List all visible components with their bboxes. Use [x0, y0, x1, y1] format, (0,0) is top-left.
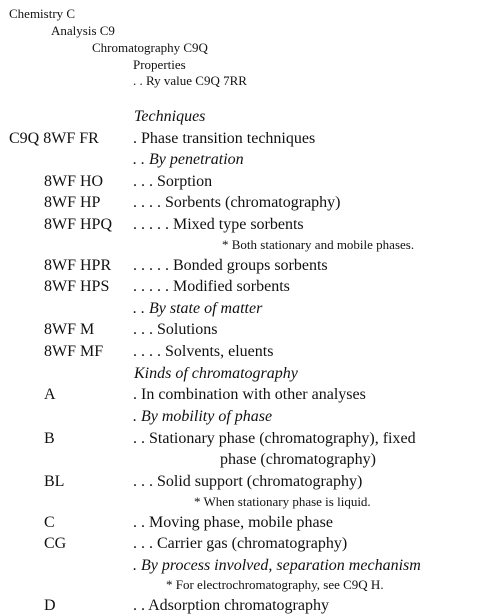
entry-text: . . . Sorption — [133, 173, 213, 190]
scope-note: * When stationary phase is liquid. — [194, 494, 371, 509]
entry-code: CG — [44, 535, 67, 552]
entry-text: . . . . . Modified sorbents — [133, 278, 290, 295]
facet-heading: . . By state of matter — [133, 300, 263, 317]
facet-heading: . By mobility of phase — [133, 408, 273, 425]
hierarchy-chromatography: Chromatography C9Q — [92, 40, 208, 55]
entry-text: . . Adsorption chromatography — [133, 597, 329, 614]
hierarchy-chemistry: Chemistry C — [9, 6, 76, 21]
entry-code: D — [44, 597, 56, 614]
entry-code: 8WF HPS — [44, 278, 110, 295]
scope-note: * For electrochromatography, see C9Q H. — [166, 577, 384, 592]
facet-heading: . By process involved, separation mechanism — [133, 557, 421, 574]
section-title: Kinds of chromatography — [134, 365, 298, 382]
entry-text: . . Moving phase, mobile phase — [133, 514, 333, 531]
hierarchy-properties: Properties — [133, 57, 186, 72]
entry-text: . . . Solutions — [133, 321, 218, 338]
section-title: Techniques — [134, 108, 206, 125]
hierarchy-analysis: Analysis C9 — [51, 23, 115, 38]
entry-code: BL — [44, 473, 65, 490]
entry-code: 8WF MF — [44, 343, 104, 360]
entry-text: . . . Carrier gas (chromatography) — [133, 535, 348, 552]
entry-text: . . . Solid support (chromatography) — [133, 473, 363, 490]
entry-code: 8WF HP — [44, 194, 101, 211]
entry-text: . . . . Sorbents (chromatography) — [133, 194, 341, 211]
entry-text: . Phase transition techniques — [133, 130, 316, 147]
entry-code: C — [44, 514, 55, 531]
entry-text: . . . . . Bonded groups sorbents — [133, 257, 328, 274]
entry-text: . In combination with other analyses — [133, 386, 366, 403]
entry-code: 8WF M — [44, 321, 95, 338]
entry-code: 8WF HPQ — [44, 216, 113, 233]
scope-note: * Both stationary and mobile phases. — [222, 237, 415, 252]
entry-text: . . Stationary phase (chromatography), fixed — [133, 430, 416, 447]
facet-heading: . . By penetration — [133, 151, 244, 168]
entry-text: . . . . Solvents, eluents — [133, 343, 274, 360]
entry-code: 8WF HO — [44, 173, 104, 190]
entry-text: . . . . . Mixed type sorbents — [133, 216, 304, 233]
entry-code: B — [44, 430, 55, 447]
entry-code: A — [44, 386, 56, 403]
entry-code: C9Q 8WF FR — [9, 130, 99, 147]
hierarchy-ry-value: . . Ry value C9Q 7RR — [133, 73, 247, 88]
entry-text-continuation: phase (chromatography) — [220, 451, 376, 468]
entry-code: 8WF HPR — [44, 257, 112, 274]
